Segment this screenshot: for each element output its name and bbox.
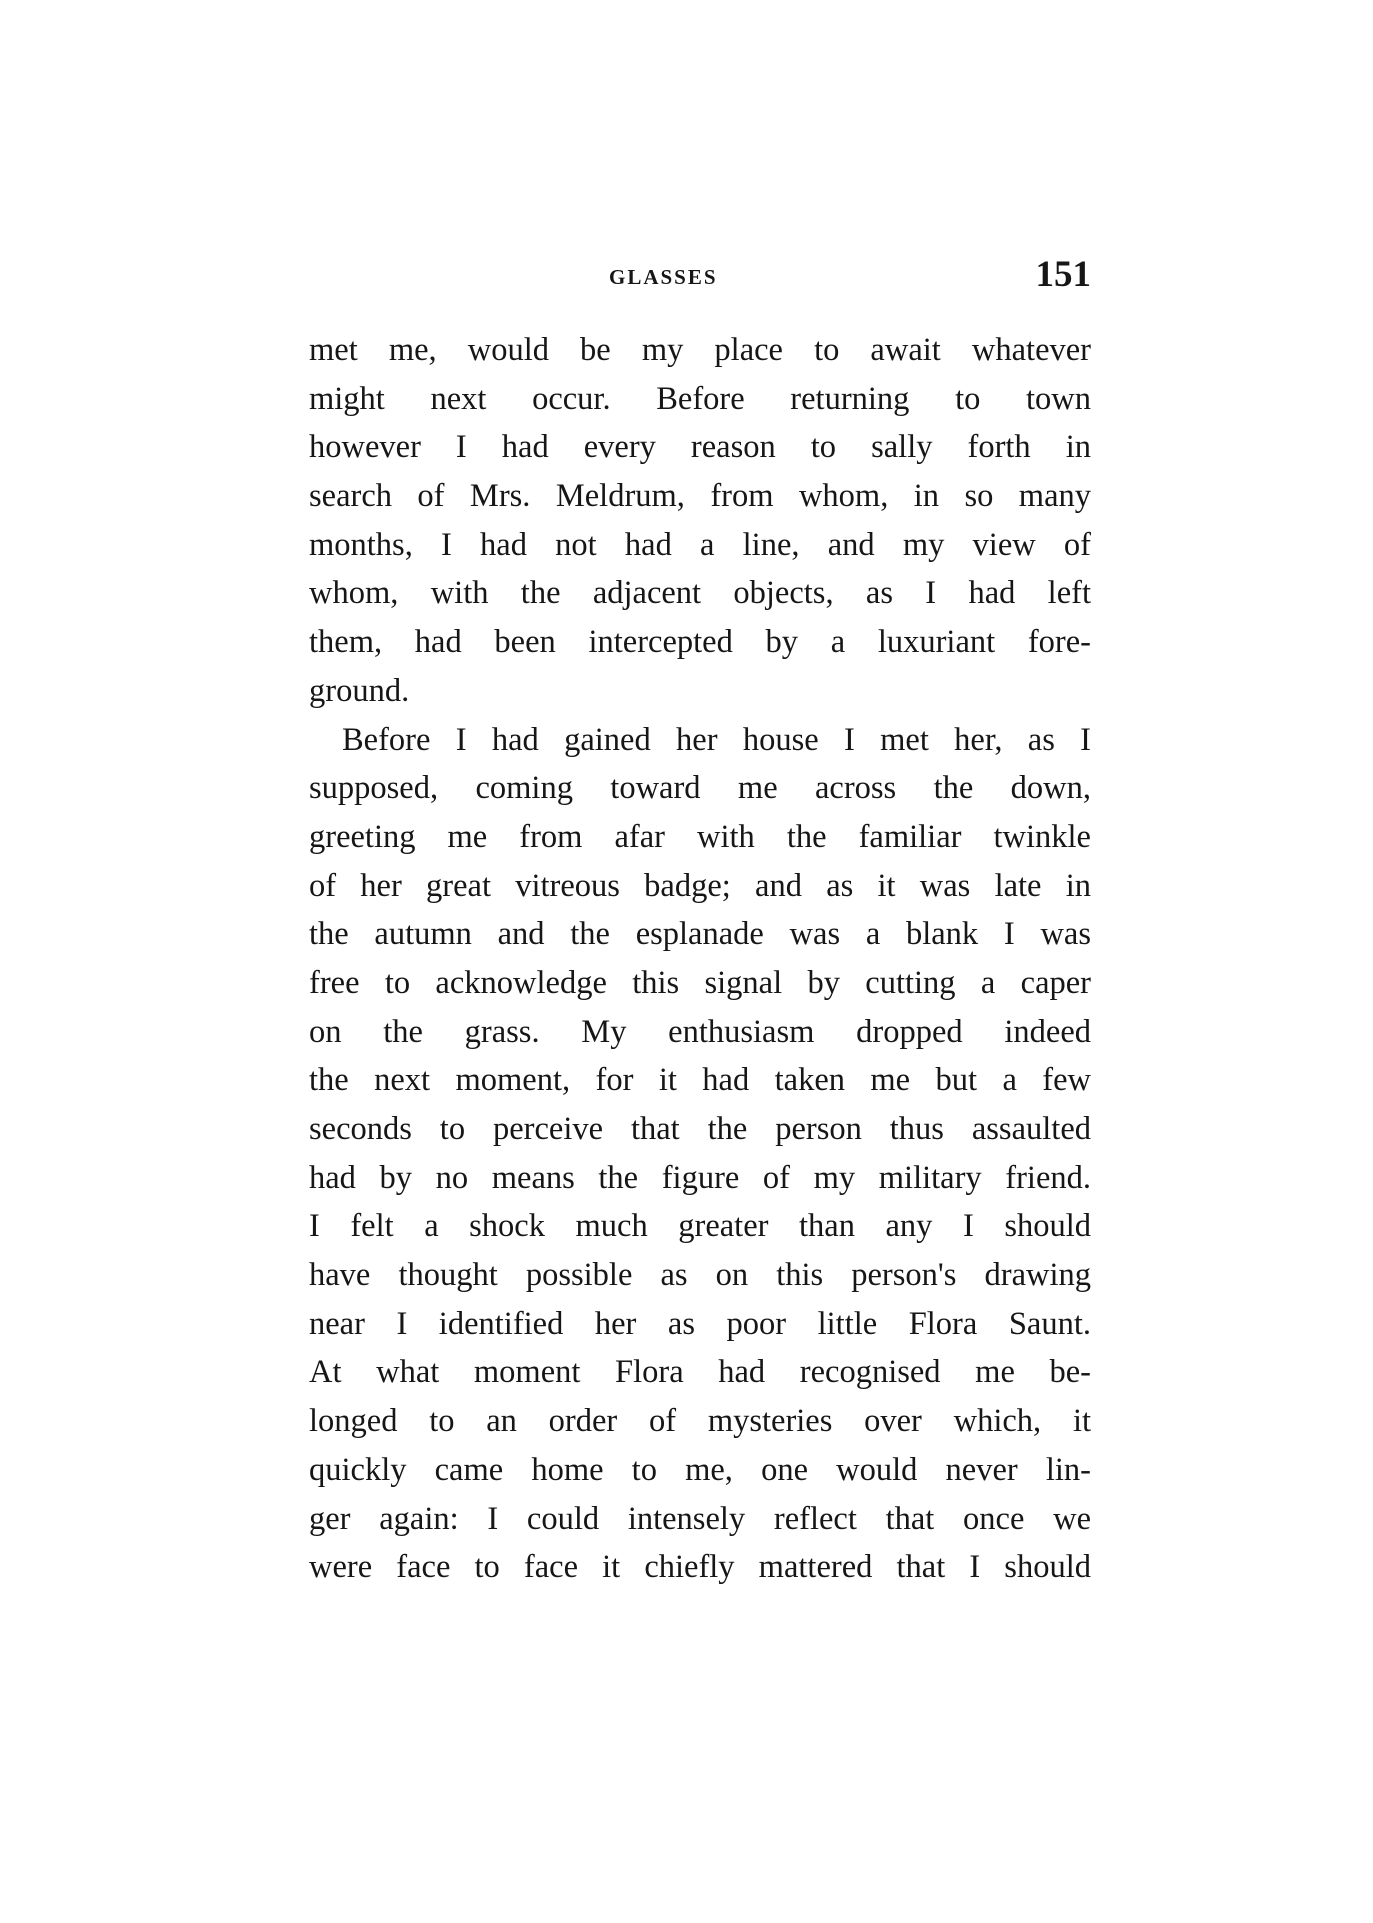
text-line: At what moment Flora had recognised me be- xyxy=(309,1354,1091,1391)
page-number: 151 xyxy=(1035,254,1091,295)
body-text xyxy=(309,326,1091,1592)
text-line: them, had been intercepted by a luxuriant fore- xyxy=(309,624,1091,661)
text-line: however I had every reason to sally forth in xyxy=(309,429,1091,466)
page-header xyxy=(309,253,1091,303)
text-line: Before I had gained her house I met her, as I xyxy=(342,721,1091,758)
text-line: have thought possible as on this person's drawing xyxy=(309,1257,1091,1294)
text-line: supposed, coming toward me across the down, xyxy=(309,770,1091,807)
text-line: had by no means the figure of my military friend. xyxy=(309,1159,1091,1196)
text-line: search of Mrs. Meldrum, from whom, in so many xyxy=(309,478,1091,515)
text-line: were face to face it chiefly mattered that I should xyxy=(309,1549,1091,1586)
text-line: months, I had not had a line, and my view of xyxy=(309,526,1091,563)
running-title: GLASSES xyxy=(609,265,718,289)
text-line: might next occur. Before returning to town xyxy=(309,380,1091,417)
text-line: I felt a shock much greater than any I should xyxy=(309,1208,1091,1245)
text-line: met me, would be my place to await whatever xyxy=(309,332,1091,368)
text-line: longed to an order of mysteries over which, it xyxy=(309,1403,1091,1440)
text-line: the autumn and the esplanade was a blank I was xyxy=(309,916,1091,953)
text-line: ground. xyxy=(309,672,410,709)
text-line: seconds to perceive that the person thus assaulted xyxy=(309,1111,1091,1147)
text-line: whom, with the adjacent objects, as I had left xyxy=(309,575,1091,612)
text-line: greeting me from afar with the familiar twinkle xyxy=(309,818,1091,855)
text-line: free to acknowledge this signal by cutting a caper xyxy=(309,964,1091,1001)
text-line: of her great vitreous badge; and as it was late in xyxy=(309,867,1091,904)
text-line: quickly came home to me, one would never lin- xyxy=(309,1451,1091,1488)
text-line: the next moment, for it had taken me but a few xyxy=(309,1062,1091,1099)
text-line: on the grass. My enthusiasm dropped indeed xyxy=(309,1013,1091,1050)
text-line: ger again: I could intensely reflect that once we xyxy=(309,1500,1091,1537)
text-line: near I identified her as poor little Flora Saunt. xyxy=(309,1305,1091,1342)
paragraph xyxy=(309,716,1091,1592)
paragraph xyxy=(309,326,1091,716)
